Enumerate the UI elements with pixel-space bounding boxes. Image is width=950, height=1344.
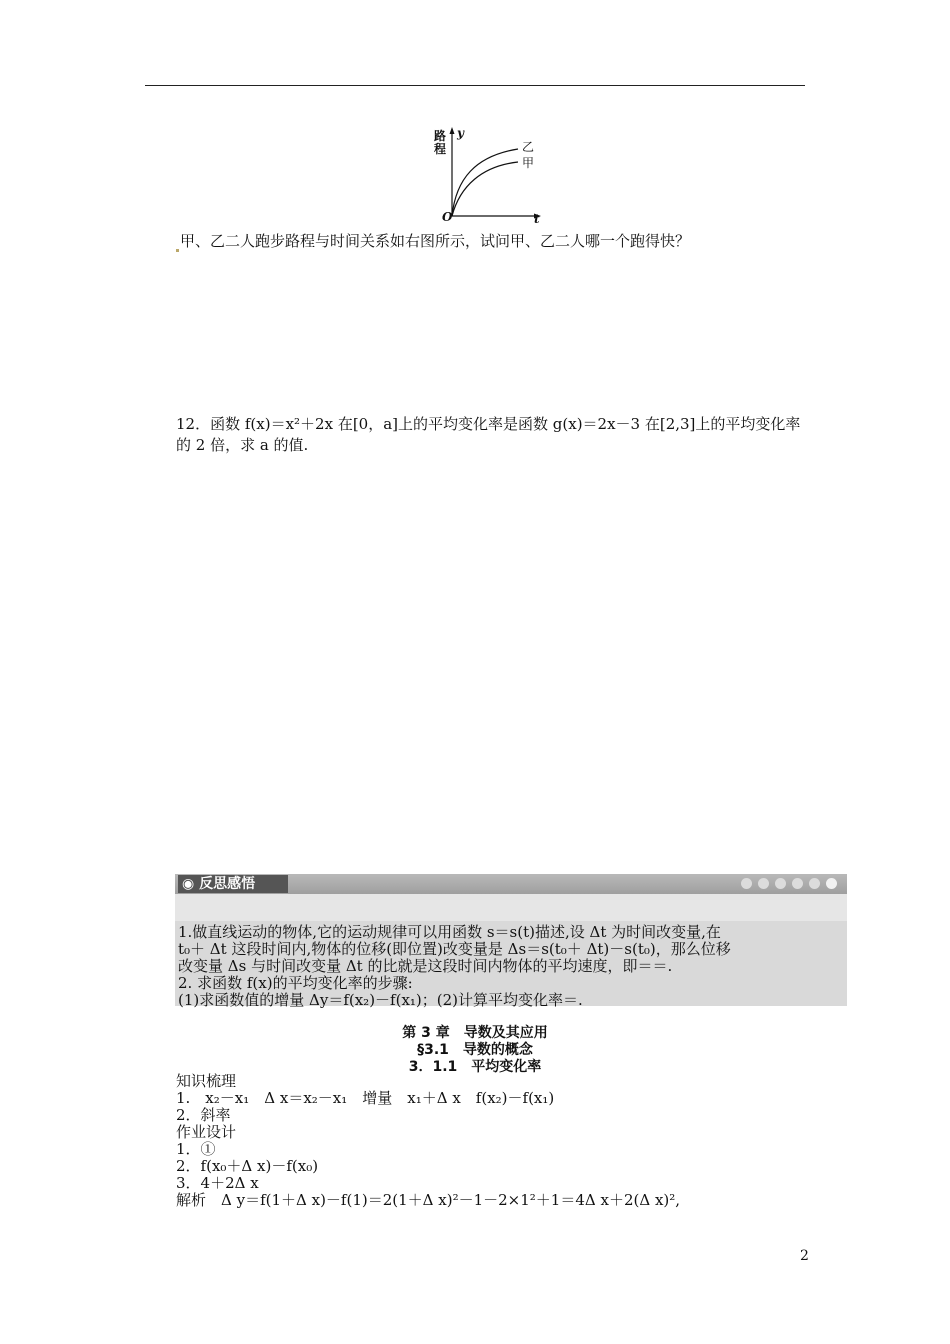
answer-line-5: 1．① (176, 1140, 216, 1158)
answer-line-2: 1. x₂－x₁ Δ x＝x₂－x₁ 增量 x₁＋Δ x f(x₂)－f(x₁) (176, 1089, 555, 1107)
page-number: 2 (800, 1248, 809, 1264)
answer-line-3: 2．斜率 (176, 1106, 231, 1124)
reflection-line-5: (1)求函数值的增量 Δy＝f(x₂)－f(x₁)；(2)计算平均变化率＝. (178, 991, 583, 1009)
reflection-box (175, 874, 847, 1009)
chapter-title: 第 3 章 导数及其应用 (402, 1025, 548, 1041)
reflection-header (175, 874, 847, 894)
reflection-title: ◉ 反思感悟 (178, 875, 288, 893)
question-12: 12．函数 f(x)＝x²＋2x 在[0，a]上的平均变化率是函数 g(x)＝2x－3 在[2,3]上的平均变化率的 2 倍，求 a 的值. (176, 415, 801, 454)
answer-line-6: 2．f(x₀＋Δ x)－f(x₀) (176, 1157, 319, 1175)
question-11 (176, 231, 806, 252)
reflection-line-3: 改变量 Δs 与时间改变量 Δt 的比就是这段时间内物体的平均速度，即＝＝. (178, 957, 673, 975)
answer-line-4: 作业设计 (176, 1123, 237, 1141)
y-axis-text: 路程 (434, 129, 447, 156)
curve-yi (452, 149, 518, 216)
y-axis-label: y (457, 126, 464, 140)
curve-label-yi: 乙 (522, 140, 535, 154)
header-rule (145, 85, 805, 86)
reflection-line-1: 1.做直线运动的物体,它的运动规律可以用函数 s＝s(t)描述,设 Δt 为时间改变量,在 (178, 923, 721, 941)
curve-label-jia: 甲 (522, 156, 535, 170)
reflection-body (175, 894, 847, 1009)
x-axis-label: t (534, 212, 540, 226)
y-axis-arrow (450, 127, 455, 134)
answer-line-1: 知识梳理 (176, 1072, 237, 1090)
curve-jia (452, 162, 518, 216)
origin-label: O (442, 210, 453, 224)
reflection-line-2: t₀＋ Δt 这段时间内,物体的位移(即位置)改变量是 Δs＝s(t₀＋ Δt)－s(t₀)，那么位移 (178, 940, 731, 958)
answer-line-8: 解析 Δ y＝f(1＋Δ x)－f(1)＝2(1＋Δ x)²－1－2×1²＋1＝4Δ x＋2(Δ x)², (176, 1191, 681, 1209)
section-title: §3.1 导数的概念 (417, 1042, 533, 1058)
distance-time-figure (430, 124, 550, 224)
question-11-text: 甲、乙二人跑步路程与时间关系如右图所示，试问甲、乙二人哪一个跑得快？ (180, 232, 691, 250)
answer-line-7: 3．4＋2Δ x (176, 1174, 259, 1192)
subsection-title: 3．1.1 平均变化率 (408, 1059, 542, 1075)
marker-dot (176, 249, 179, 252)
reflection-line-4: 2. 求函数 f(x)的平均变化率的步骤: (178, 974, 413, 992)
decorative-dots (741, 878, 837, 889)
